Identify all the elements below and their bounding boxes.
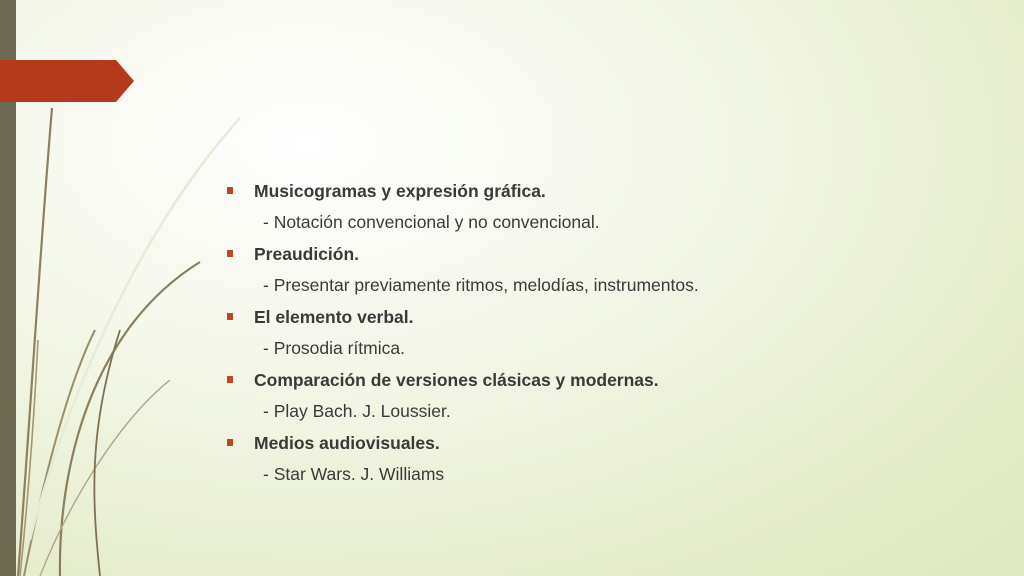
heading-text: Comparación de versiones clásicas y modernas. [254, 370, 659, 390]
bullet-list [227, 175, 987, 490]
list-item-detail: - Presentar previamente ritmos, melodías, instrumentos. [263, 275, 699, 295]
list-item-heading [227, 364, 987, 396]
heading-text: Medios audiovisuales. [254, 433, 440, 453]
list-item-detail: - Star Wars. J. Williams [263, 464, 445, 484]
heading-text: El elemento verbal. [254, 307, 414, 327]
heading-text: Musicogramas y expresión gráfica. [254, 181, 546, 201]
square-bullet-icon [227, 187, 233, 194]
list-item-detail: - Notación convencional y no convencional. [263, 212, 600, 232]
list-item [227, 427, 987, 490]
square-bullet-icon [227, 313, 233, 320]
accent-tab [0, 60, 134, 102]
square-bullet-icon [227, 250, 233, 257]
list-item [227, 175, 987, 238]
list-item-detail: - Prosodia rítmica. [263, 338, 405, 358]
list-item-heading [227, 238, 987, 270]
square-bullet-icon [227, 439, 233, 446]
list-item [227, 364, 987, 427]
list-item [227, 238, 987, 301]
heading-text: Preaudición. [254, 244, 360, 264]
list-item-detail: - Play Bach. J. Loussier. [263, 401, 451, 421]
square-bullet-icon [227, 376, 233, 383]
list-item-heading [227, 427, 987, 459]
list-item [227, 301, 987, 364]
list-item-heading [227, 301, 987, 333]
list-item-heading [227, 175, 987, 207]
